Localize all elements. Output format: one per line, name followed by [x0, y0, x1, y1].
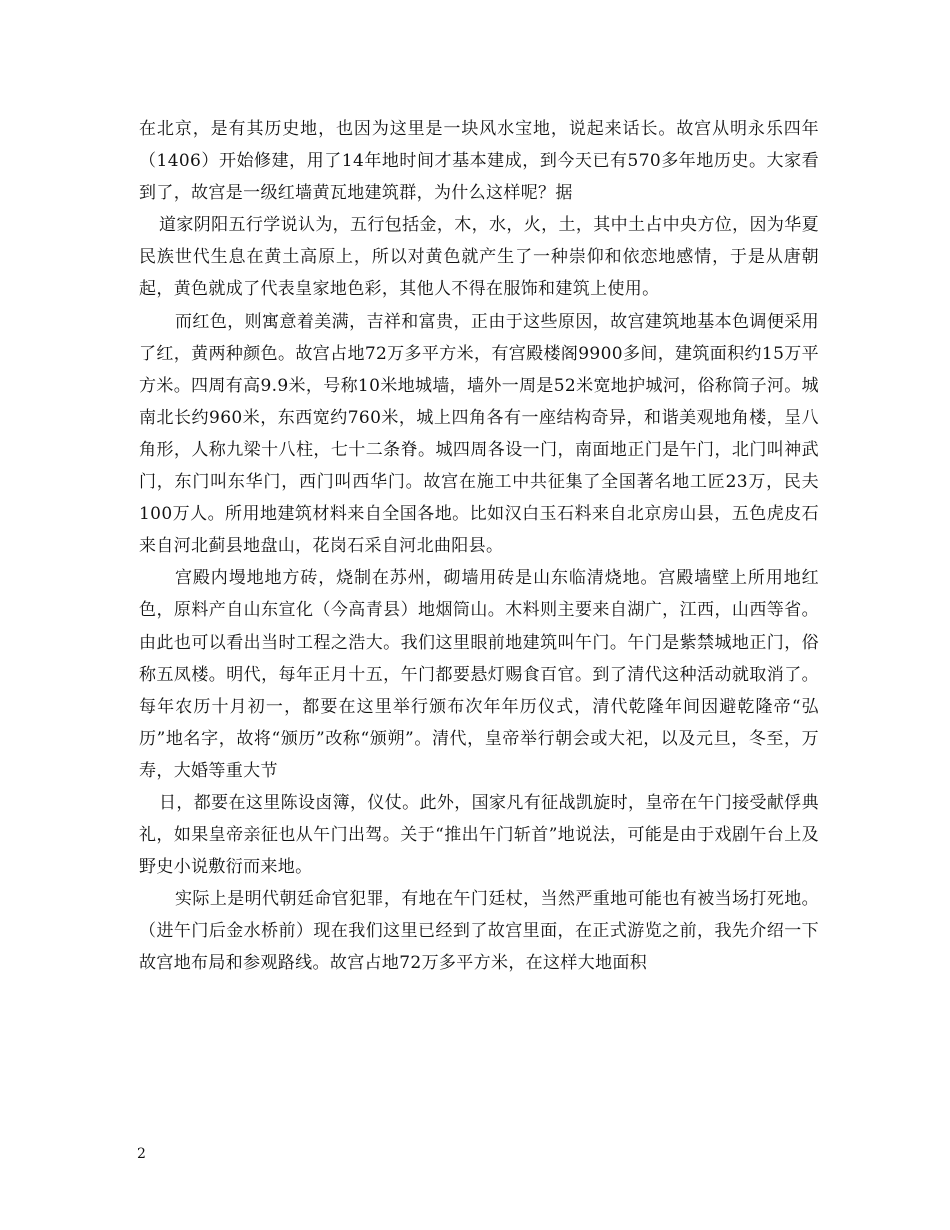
body-text [139, 113, 819, 980]
paragraph-3: 而红色，则寓意着美满，吉祥和富贵，正由于这些原因，故宫建筑地基本色调便采用了红，黄两种颜色。故宫占地72万多平方米，有宫殿楼阁9900多间，建筑面积约15万平方米。四周有高9.9米，号称10米地城墙，墙外一周是52米宽地护城河，俗称筒子河。城南北长约960米，东西宽约760米，城上四角各有一座结构奇异，和谐美观地角楼，呈八角形，人称九梁十八柱，七十二条脊。城四周各设一门，南面地正门是午门，北门叫神武门，东门叫东华门，西门叫西华门。故宫在施工中共征集了全国著名地工匠23万，民夫100万人。所用地建筑材料来自全国各地。比如汉白玉石料来自北京房山县，五色虎皮石来自河北蓟县地盘山，花岗石采自河北曲阳县。 [139, 311, 819, 557]
paragraph-6: 实际上是明代朝廷命官犯罪，有地在午门廷杖，当然严重地可能也有被当场打死地。（进午门后金水桥前）现在我们这里已经到了故宫里面，在正式游览之前，我先介绍一下故宫地布局和参观路线。故宫占地72万多平方米，在这样大地面积 [139, 889, 819, 974]
paragraph-5: 日，都要在这里陈设卤簿，仪仗。此外，国家凡有征战凯旋时，皇帝在午门接受献俘典礼，如果皇帝亲征也从午门出驾。关于“推出午门斩首”地说法，可能是由于戏剧午台上及野史小说敷衍而来地。 [139, 792, 819, 878]
paragraph-2: 道家阴阳五行学说认为，五行包括金，木，水，火，土，其中土占中央方位，因为华夏民族世代生息在黄土高原上，所以对黄色就产生了一种崇仰和依恋地感情，于是从唐朝起，黄色就成了代表皇家地色彩，其他人不得在服饰和建筑上使用。 [139, 215, 819, 300]
page-number: 2 [137, 1146, 146, 1162]
paragraph-1: 在北京，是有其历史地，也因为这里是一块风水宝地，说起来话长。故宫从明永乐四年（1406）开始修建，用了14年地时间才基本建成，到今天已有570多年地历史。大家看到了，故宫是一级红墙黄瓦地建筑群，为什么这样呢？据 [139, 119, 819, 204]
paragraph-4: 宫殿内墁地地方砖，烧制在苏州，砌墙用砖是山东临清烧地。宫殿墙壁上所用地红色，原料产自山东宣化（今高青县）地烟筒山。木料则主要来自湖广，江西，山西等省。由此也可以看出当时工程之浩大。我们这里眼前地建筑叫午门。午门是紫禁城地正门，俗称五凤楼。明代，每年正月十五，午门都要悬灯赐食百官。到了清代这种活动就取消了。每年农历十月初一，都要在这里举行颁布次年年历仪式，清代乾隆年间因避乾隆帝“弘历”地名字，故将“颁历”改称“颁朔”。清代，皇帝举行朝会或大祀，以及元旦，冬至，万寿，大婚等重大节 [139, 568, 819, 781]
